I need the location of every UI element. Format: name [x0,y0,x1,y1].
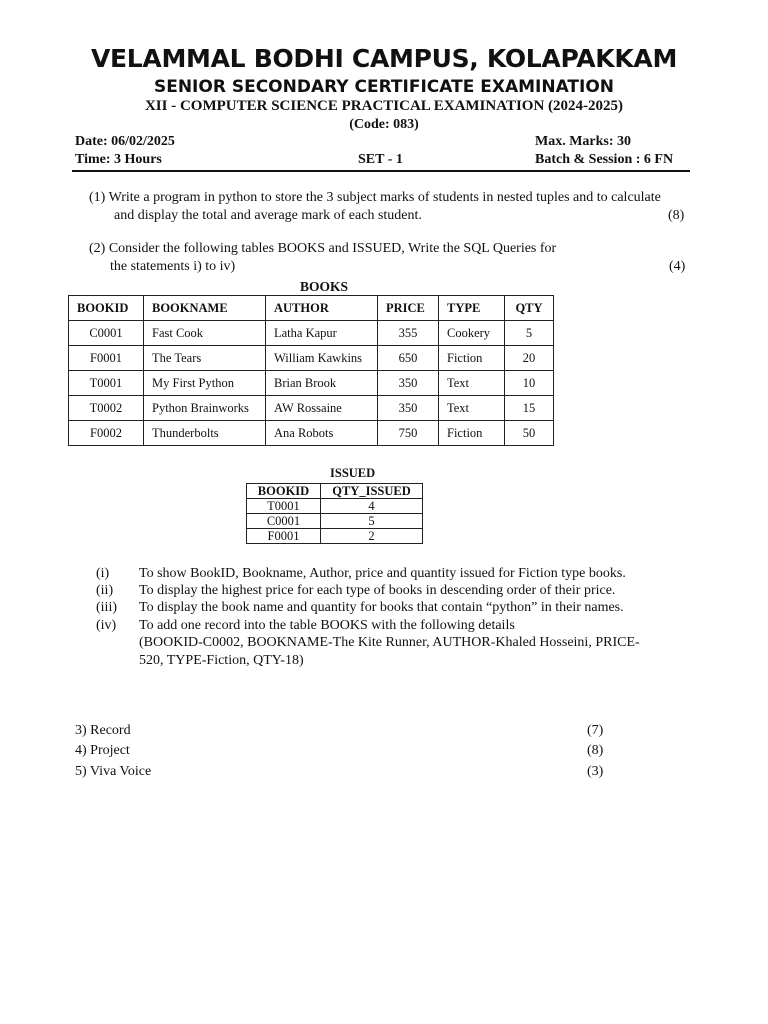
table-cell: Fiction [439,421,505,446]
table-cell: Text [439,396,505,421]
table-cell: 10 [505,371,554,396]
table-row [247,514,423,529]
subq-text: To add one record into the table BOOKS with the following details [139,618,515,633]
component-marks: (8) [587,743,604,758]
table-cell: 5 [321,514,423,529]
column-header: TYPE [439,296,505,321]
table-cell: Brian Brook [266,371,378,396]
table-cell: 20 [505,346,554,371]
books-table [68,295,554,446]
table-cell: T0001 [247,499,321,514]
component-marks: (3) [587,764,604,779]
subq-number: (iv) [96,618,117,633]
column-header: QTY_ISSUED [321,484,423,499]
table-cell: 15 [505,396,554,421]
issued-header-row [247,484,423,499]
q1-line2: and display the total and average mark of each student. [114,208,422,223]
component-marks: (7) [587,723,604,738]
max-marks: Max. Marks: 30 [535,134,632,149]
subq-text: To display the highest price for each type of books in descending order of their price. [139,583,616,598]
table-row [69,371,554,396]
table-row [69,346,554,371]
table-cell: T0002 [69,396,144,421]
subq4-detail-line1: (BOOKID-C0002, BOOKNAME-The Kite Runner, AUTHOR-Khaled Hosseini, PRICE- [139,635,640,650]
table-cell: Thunderbolts [144,421,266,446]
school-title: VELAMMAL BODHI CAMPUS, KOLAPAKKAM [90,44,678,73]
column-header: QTY [505,296,554,321]
set-number: SET - 1 [358,152,403,167]
books-header-row [69,296,554,321]
component-label: 5) Viva Voice [75,764,152,779]
q1-line1: (1) Write a program in python to store the 3 subject marks of students in nested tuples and to calculate [89,190,661,205]
table-cell: 4 [321,499,423,514]
component-label: 3) Record [75,723,131,738]
subq-text: To show BookID, Bookname, Author, price and quantity issued for Fiction type books. [139,566,626,581]
table-row [69,321,554,346]
column-header: AUTHOR [266,296,378,321]
table-cell: 650 [378,346,439,371]
table-cell: 350 [378,396,439,421]
table-cell: Cookery [439,321,505,346]
table-cell: My First Python [144,371,266,396]
table-row [247,499,423,514]
table-cell: Fast Cook [144,321,266,346]
exam-date: Date: 06/02/2025 [75,134,175,149]
table-cell: Python Brainworks [144,396,266,421]
table-cell: 50 [505,421,554,446]
header-divider [72,170,690,172]
table-cell: C0001 [247,514,321,529]
table-cell: F0002 [69,421,144,446]
table-cell: 355 [378,321,439,346]
column-header: PRICE [378,296,439,321]
column-header: BOOKID [69,296,144,321]
subq-number: (i) [96,566,110,581]
table-cell: 350 [378,371,439,396]
exam-title: SENIOR SECONDARY CERTIFICATE EXAMINATION [153,77,615,97]
q2-marks: (4) [669,259,686,274]
component-label: 4) Project [75,743,130,758]
table-cell: F0001 [69,346,144,371]
books-caption: BOOKS [300,279,349,294]
q1-marks: (8) [668,208,685,223]
exam-time: Time: 3 Hours [75,152,162,167]
table-cell: AW Rossaine [266,396,378,421]
q2-line2: the statements i) to iv) [110,259,236,274]
table-cell: F0001 [247,529,321,544]
subq-number: (iii) [96,600,117,615]
column-header: BOOKNAME [144,296,266,321]
table-cell: Text [439,371,505,396]
paper-title: XII - COMPUTER SCIENCE PRACTICAL EXAMINATION (2024-2025) [144,98,624,114]
table-cell: Fiction [439,346,505,371]
subq-number: (ii) [96,583,114,598]
subq4-detail-line2: 520, TYPE-Fiction, QTY-18) [139,653,304,668]
table-cell: Ana Robots [266,421,378,446]
column-header: BOOKID [247,484,321,499]
subq-text: To display the book name and quantity for books that contain “python” in their names. [139,600,624,615]
table-row [247,529,423,544]
table-cell: C0001 [69,321,144,346]
issued-caption: ISSUED [330,466,376,480]
table-cell: 5 [505,321,554,346]
table-cell: Latha Kapur [266,321,378,346]
issued-table [246,483,423,544]
table-cell: William Kawkins [266,346,378,371]
table-cell: 2 [321,529,423,544]
subject-code: (Code: 083) [349,117,419,132]
table-cell: The Tears [144,346,266,371]
table-cell: T0001 [69,371,144,396]
table-row [69,421,554,446]
table-cell: 750 [378,421,439,446]
batch-session: Batch & Session : 6 FN [535,152,674,167]
table-row [69,396,554,421]
q2-line1: (2) Consider the following tables BOOKS and ISSUED, Write the SQL Queries for [89,241,557,256]
